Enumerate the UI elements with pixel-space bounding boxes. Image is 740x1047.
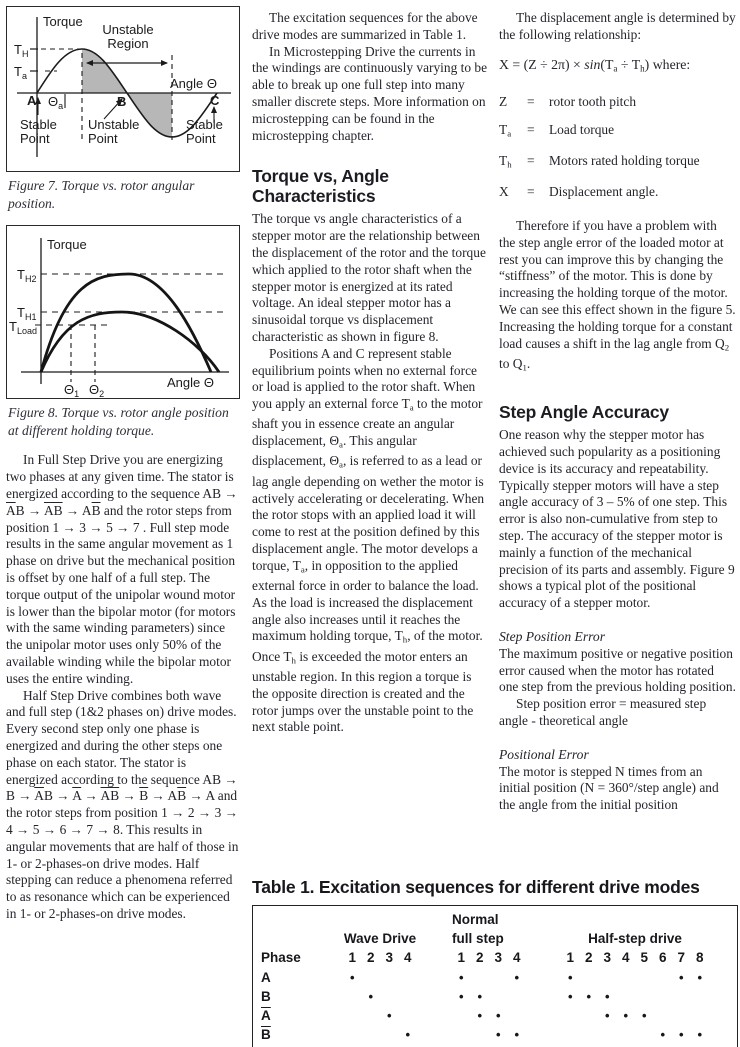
table-dot-cell: •	[623, 1008, 629, 1023]
definition-text: rotor tooth pitch	[549, 93, 637, 109]
table-group-label	[343, 929, 417, 948]
table-step-number: 5	[640, 950, 648, 965]
column-middle	[252, 10, 490, 736]
table-dot-cell: •	[678, 1027, 684, 1042]
displacement-angle-formula: $X = (Z \div 2\pi) \times \sin(T_a \div T_h)$ where:	[499, 56, 691, 74]
table-dot-cell	[654, 968, 673, 987]
table-dot-cell	[598, 1025, 617, 1044]
definition-term: $T_h$	[499, 153, 512, 170]
fig8-y-axis-label: Torque	[47, 237, 87, 253]
definition-term: X	[499, 184, 509, 200]
table-dot-cell: •	[604, 1008, 610, 1023]
subscript: a	[613, 63, 618, 74]
table-dot-cell: •	[660, 1027, 666, 1042]
overline-phase: $\overline{AB}$	[43, 502, 63, 518]
definition-row	[499, 184, 736, 201]
subscript: a	[409, 402, 414, 413]
para-step-position-error-formula: Step position error = measured step angle - theoretical angle	[499, 696, 707, 728]
table-dot-cell	[561, 1006, 580, 1025]
table-step-number: 4	[621, 950, 630, 965]
table-dot-cell: •	[604, 989, 610, 1004]
table-dot-cell	[489, 968, 508, 987]
table-dot-cell	[561, 1025, 580, 1044]
subscript: h	[640, 63, 645, 74]
fig7-theta-a-label	[48, 94, 63, 111]
table-dot-cell	[598, 968, 617, 987]
table1-section	[252, 877, 738, 1047]
para-positions-a-and-c: Positions A and C represent stable equilibrium points when no external force or load is applied to the rotor shaft. When you apply an external force $T_a$ to the motor shaft you in essence create an angular displacement, $\Theta_a$. This angular displacement, $\Theta_a$, is referred to as a lead or lag angle depending on wether the motor is actively accelerating or decelerating. When the rotor stops with an applied load it will come to rest at the position defined by this displacement angle. The motor develops a torque, $T_a$, in opposition to the applied external force in order to balance the load. As the load is increased the displacement angle also increases until it reaches the maximum holding torque, $T_h$, of the motor. Once $T_h$ is exceeded the motor enters an unstable region. In this region a torque is the opposite direction is created and the rotor jumps over the unstable point to the next stable point.	[252, 345, 485, 735]
fig7-stable-left-line1: Stable	[20, 117, 57, 132]
table-dot-cell	[617, 968, 636, 987]
table-step-number: 1	[348, 950, 356, 965]
subheading-step-position-error: Step Position Error	[499, 628, 605, 644]
table-dot-cell	[635, 968, 654, 987]
table-dot-cell	[672, 987, 691, 1006]
definition-list	[499, 94, 736, 201]
definition-term: Z	[499, 93, 508, 109]
table-step-number: 4	[403, 950, 412, 965]
subscript: h	[291, 655, 296, 666]
definition-row	[499, 153, 736, 173]
definition-text: Displacement angle.	[549, 184, 659, 200]
overline-phase: $\overline{B}$	[139, 788, 149, 804]
table-dot-cell	[362, 1006, 381, 1025]
table-dot-cell: •	[458, 989, 464, 1004]
overline-phase: $\overline{B}$	[91, 502, 101, 518]
table-dot-cell	[380, 987, 399, 1006]
subscript: 2	[724, 342, 730, 353]
fig8-theta1-label	[64, 382, 79, 398]
fig8-theta2-main: Θ	[89, 382, 100, 398]
subscript: a	[339, 439, 343, 450]
phase-name: A	[261, 970, 271, 985]
fig7-point-a-label: A	[27, 93, 37, 108]
table-dot-cell: •	[477, 1008, 483, 1023]
table-step-number: 3	[603, 950, 611, 965]
table-group-label	[452, 910, 526, 948]
table-dot-cell: •	[495, 1027, 501, 1042]
fig7-stable-right-line2: Point	[186, 131, 216, 146]
fig8-th2-sub: H2	[24, 274, 37, 285]
table-dot-cell	[654, 1006, 673, 1025]
figure7-caption: Figure 7. Torque vs. rotor angular position.	[8, 178, 195, 211]
table1-title: Table 1. Excitation sequences for different drive modes	[252, 877, 700, 897]
fig8-th1-main: T	[17, 305, 25, 321]
table-dot-cell	[343, 1025, 362, 1044]
column-right	[499, 10, 736, 814]
fig7-th-sub: H	[21, 49, 29, 59]
table-dot-cell	[380, 1025, 399, 1044]
para-positional-error: The motor is stepped N times from an initial position (N = 360°/step angle) and the angle from the initial position	[499, 763, 719, 813]
unstable-region-fill-upper	[82, 49, 127, 93]
table-step-number: 3	[494, 950, 502, 965]
heading-step-angle-accuracy: Step Angle Accuracy	[499, 402, 669, 423]
table-dot-cell	[635, 1025, 654, 1044]
column-left	[6, 6, 240, 923]
fig7-stable-right-line1: Stable	[186, 117, 223, 132]
table-dot-cell	[580, 1006, 599, 1025]
table-group-label-line: full step	[452, 931, 504, 946]
table-group-label-line: Wave Drive	[343, 931, 417, 946]
figure7-torque-vs-angle-chart	[7, 7, 238, 171]
definition-text: Motors rated holding torque	[549, 153, 700, 168]
phase-name: B	[261, 989, 271, 1004]
para-therefore-stiffness: Therefore if you have a problem with the step angle error of the loaded motor at rest you can improve this by changing the “stiffness” of the motor. This is done by increasing the holding torque of the motor. We can see this effect shown in the figure 5. Increasing the holding torque for a constant load causes a shift in the lag angle from $Q_2$ to $Q_1$.	[499, 218, 736, 373]
figure8-holding-torque-chart	[7, 226, 238, 398]
fig8-th1-sub: H1	[24, 312, 37, 323]
table-phase-label	[261, 1006, 343, 1025]
fig8-th2-label	[17, 267, 36, 284]
low-holding-torque-curve	[41, 312, 219, 372]
fig8-theta2-sub: 2	[99, 389, 105, 399]
definition-equals-sign: =	[527, 121, 535, 137]
para-excitation-sequences: The excitation sequences for the above drive modes are summarized in Table 1.	[252, 10, 478, 42]
fig8-x-axis-label: Angle Θ	[167, 375, 214, 391]
table-dot-cell: •	[458, 970, 464, 985]
table-step-number: 2	[475, 950, 484, 965]
subscript: h	[402, 634, 408, 645]
fig7-stable-left-line2: Point	[20, 131, 50, 146]
table-dot-cell	[654, 987, 673, 1006]
subscript: a	[507, 128, 512, 139]
fig7-ta-label	[14, 64, 27, 81]
table-step-number: 4	[512, 950, 521, 965]
table-step-number: 1	[457, 950, 465, 965]
fig7-theta-main: Θ	[48, 94, 59, 109]
table-dot-cell	[471, 1025, 490, 1044]
table1-grid	[252, 905, 738, 1047]
fig7-y-axis-label: Torque	[43, 14, 83, 29]
table-step-number: 1	[566, 950, 574, 965]
definition-row	[499, 122, 736, 142]
table-dot-cell	[399, 968, 418, 987]
fig8-tload-main: T	[9, 319, 17, 335]
para-microstepping-drive: In Microstepping Drive the currents in the windings are continuously varying to be able to break up one full step into many smaller discrete steps. More information on microstepping can be found in the microstepping chapter.	[252, 43, 488, 143]
definition-equals-sign: =	[527, 153, 535, 168]
table-group-label	[561, 929, 709, 948]
table-dot-cell: •	[697, 1027, 703, 1042]
overline-phase: $\overline{A}$	[72, 788, 82, 804]
table-dot-cell	[617, 1025, 636, 1044]
figure7-box	[6, 6, 240, 172]
table-dot-cell	[691, 1006, 710, 1025]
subscript: 1	[522, 362, 527, 373]
fig7-th-main: T	[14, 42, 22, 57]
table-dot-cell: •	[386, 1008, 392, 1023]
table-dot-cell	[580, 968, 599, 987]
table-dot-cell	[471, 968, 490, 987]
table-dot-cell	[617, 987, 636, 1006]
fig7-x-axis-label: Angle Θ	[170, 76, 217, 91]
table-step-number: 8	[695, 950, 704, 965]
table-dot-cell	[508, 987, 527, 1006]
definition-term: $T_a$	[499, 121, 512, 139]
table-dot-cell: •	[514, 1027, 520, 1042]
heading-torque-vs-angle: Torque vs, Angle Characteristics	[252, 166, 389, 207]
table-dot-cell	[399, 987, 418, 1006]
table-dot-cell	[691, 987, 710, 1006]
fig7-point-c-label: C	[210, 93, 220, 108]
table-dot-cell	[452, 1025, 471, 1044]
table-step-number: 2	[366, 950, 375, 965]
fig7-point-b-label: B	[117, 94, 127, 109]
table-step-number: 7	[677, 950, 685, 965]
definition-equals-sign: =	[527, 184, 535, 200]
table-dot-cell: •	[495, 1008, 501, 1023]
fig7-unstable-point-line2: Point	[88, 131, 118, 146]
fig7-ta-main: T	[14, 64, 22, 79]
overline-phase: $\overline{B}$	[177, 788, 187, 804]
table-dot-cell: •	[368, 989, 374, 1004]
table-step-number: 3	[385, 950, 393, 965]
para-torque-angle-characteristics: The torque vs angle characteristics of a stepper motor are the relationship between the displacement of the rotor and the torque which applied to the rotor shaft when the stepper motor is energized at its rated voltage. An ideal stepper motor has a sinusoidal torque vs displacement characteristic as shown in figure 8.	[252, 211, 486, 344]
table-dot-cell	[380, 968, 399, 987]
fig7-theta-sub: a	[58, 101, 64, 111]
definition-equals-sign: =	[527, 93, 535, 109]
fig8-th1-label	[17, 305, 36, 322]
table-phase-header: Phase	[261, 950, 301, 965]
fig7-ta-sub: a	[21, 71, 27, 81]
table-dot-cell	[399, 1006, 418, 1025]
para-full-step-drive: In Full Step Drive you are energizing two phases at any given time. The stator is energized according to the sequence AB → $\overline{A}B \to \overline{AB} \to A\overline{B}$ and the rotor steps from position 1 → 3 → 5 → 7 . Full step mode results in the same angular movement as 1 phase on drive but the mechanical position is offset by one half of a full step. The torque output of the unipolar wound motor is lower than the bipolar motor (for motors with the same winding parameters) since the unipolar motor uses only 50% of the available winding while the bipolar motor uses the entire winding.	[6, 452, 238, 686]
fig7-unstable-point-line1: Unstable	[88, 117, 140, 132]
table-phase-label	[261, 1025, 343, 1044]
table-dot-cell: •	[697, 970, 703, 985]
table-step-number: 6	[658, 950, 667, 965]
definition-text: Load torque	[549, 121, 615, 137]
table-dot-cell: •	[477, 989, 483, 1004]
table-dot-cell	[343, 987, 362, 1006]
fig8-th2-main: T	[17, 267, 25, 283]
table-dot-cell: •	[641, 1008, 647, 1023]
subscript: h	[507, 159, 512, 170]
table-dot-cell: •	[349, 970, 355, 985]
para-half-step-drive: Half Step Drive combines both wave and full step (1&2 phases on) drive modes. Every second step only one phase is energized and during the other steps one phase on each stator. The stator is energized according to the sequence AB → $B \to \overline{A}B \to \overline{A} \to \overline{AB} \to \overline{B} \to A\overline{B} \to A$ and the rotor steps from position 1 → 2 → 3 → 4 → 5 → 6 → 7 → 8. This results in angular movements that are half of those in 1- or 2-phases-on drive modes. Half stepping can reduce a phenomena referred to as resonance which can be experienced in 1- or 2-phases-on drive modes.	[6, 687, 239, 921]
overline-phase: $\overline{A}$	[34, 788, 44, 804]
fig8-theta1-main: Θ	[64, 382, 75, 398]
phase-name: $\overline{B}$	[261, 1027, 271, 1042]
table-dot-cell	[362, 1025, 381, 1044]
table-phase-label	[261, 987, 343, 1006]
subheading-positional-error: Positional Error	[499, 746, 589, 762]
table-dot-cell: •	[586, 989, 592, 1004]
high-holding-torque-curve	[41, 274, 211, 372]
table-dot-cell: •	[405, 1027, 411, 1042]
figure8-caption: Figure 8. Torque vs. rotor angle position at different holding torque.	[8, 405, 229, 438]
table-dot-cell	[362, 968, 381, 987]
table-dot-cell: •	[678, 970, 684, 985]
fig7-th-label	[14, 42, 28, 59]
table-step-number: 2	[584, 950, 593, 965]
fig8-tload-sub: Load	[16, 326, 37, 337]
table-group-label-line: Normal	[452, 912, 499, 927]
table-dot-cell	[489, 987, 508, 1006]
overline-phase: $\overline{A}$	[6, 502, 16, 518]
table-dot-cell: •	[567, 970, 573, 985]
table-dot-cell: •	[567, 989, 573, 1004]
overline-phase: $\overline{AB}$	[100, 788, 120, 804]
table-dot-cell	[635, 987, 654, 1006]
fig8-theta2-label	[89, 382, 104, 398]
fig7-unstable-region-line1: Unstable	[102, 22, 154, 37]
subscript: a	[339, 459, 343, 470]
italic-term: sin	[584, 56, 601, 72]
table-dot-cell	[580, 1025, 599, 1044]
subscript: a	[300, 564, 305, 575]
table-dot-cell	[508, 1006, 527, 1025]
table-dot-cell	[343, 1006, 362, 1025]
table-dot-cell	[672, 1006, 691, 1025]
table-phase-label	[261, 968, 343, 987]
table-group-label-line: Half-step drive	[588, 931, 682, 946]
phase-name: $\overline{A}$	[261, 1008, 271, 1023]
para-displacement-angle: The displacement angle is determined by the following relationship:	[499, 10, 736, 42]
fig8-theta1-sub: 1	[74, 389, 80, 399]
table-dot-cell	[452, 1006, 471, 1025]
table-dot-cell: •	[514, 970, 520, 985]
para-step-angle-accuracy: One reason why the stepper motor has achieved such popularity as a positioning device is its accuracy and repeatability. Typically stepper motors will have a step angle accuracy of 3 – 5% of one step. This error is also non-cumulative from step to step. The accuracy of the stepper motor is mainly a function of the mechanical precision of its parts and assembly. Figure 9 shows a typical plot of the positional accuracy of a stepper motor.	[499, 427, 735, 611]
para-step-position-error: The maximum positive or negative position error caused when the motor has rotated one step from the previous holding position.	[499, 645, 736, 695]
definition-row	[499, 94, 736, 111]
fig7-unstable-region-line2: Region	[107, 36, 149, 51]
figure8-box	[6, 225, 240, 399]
